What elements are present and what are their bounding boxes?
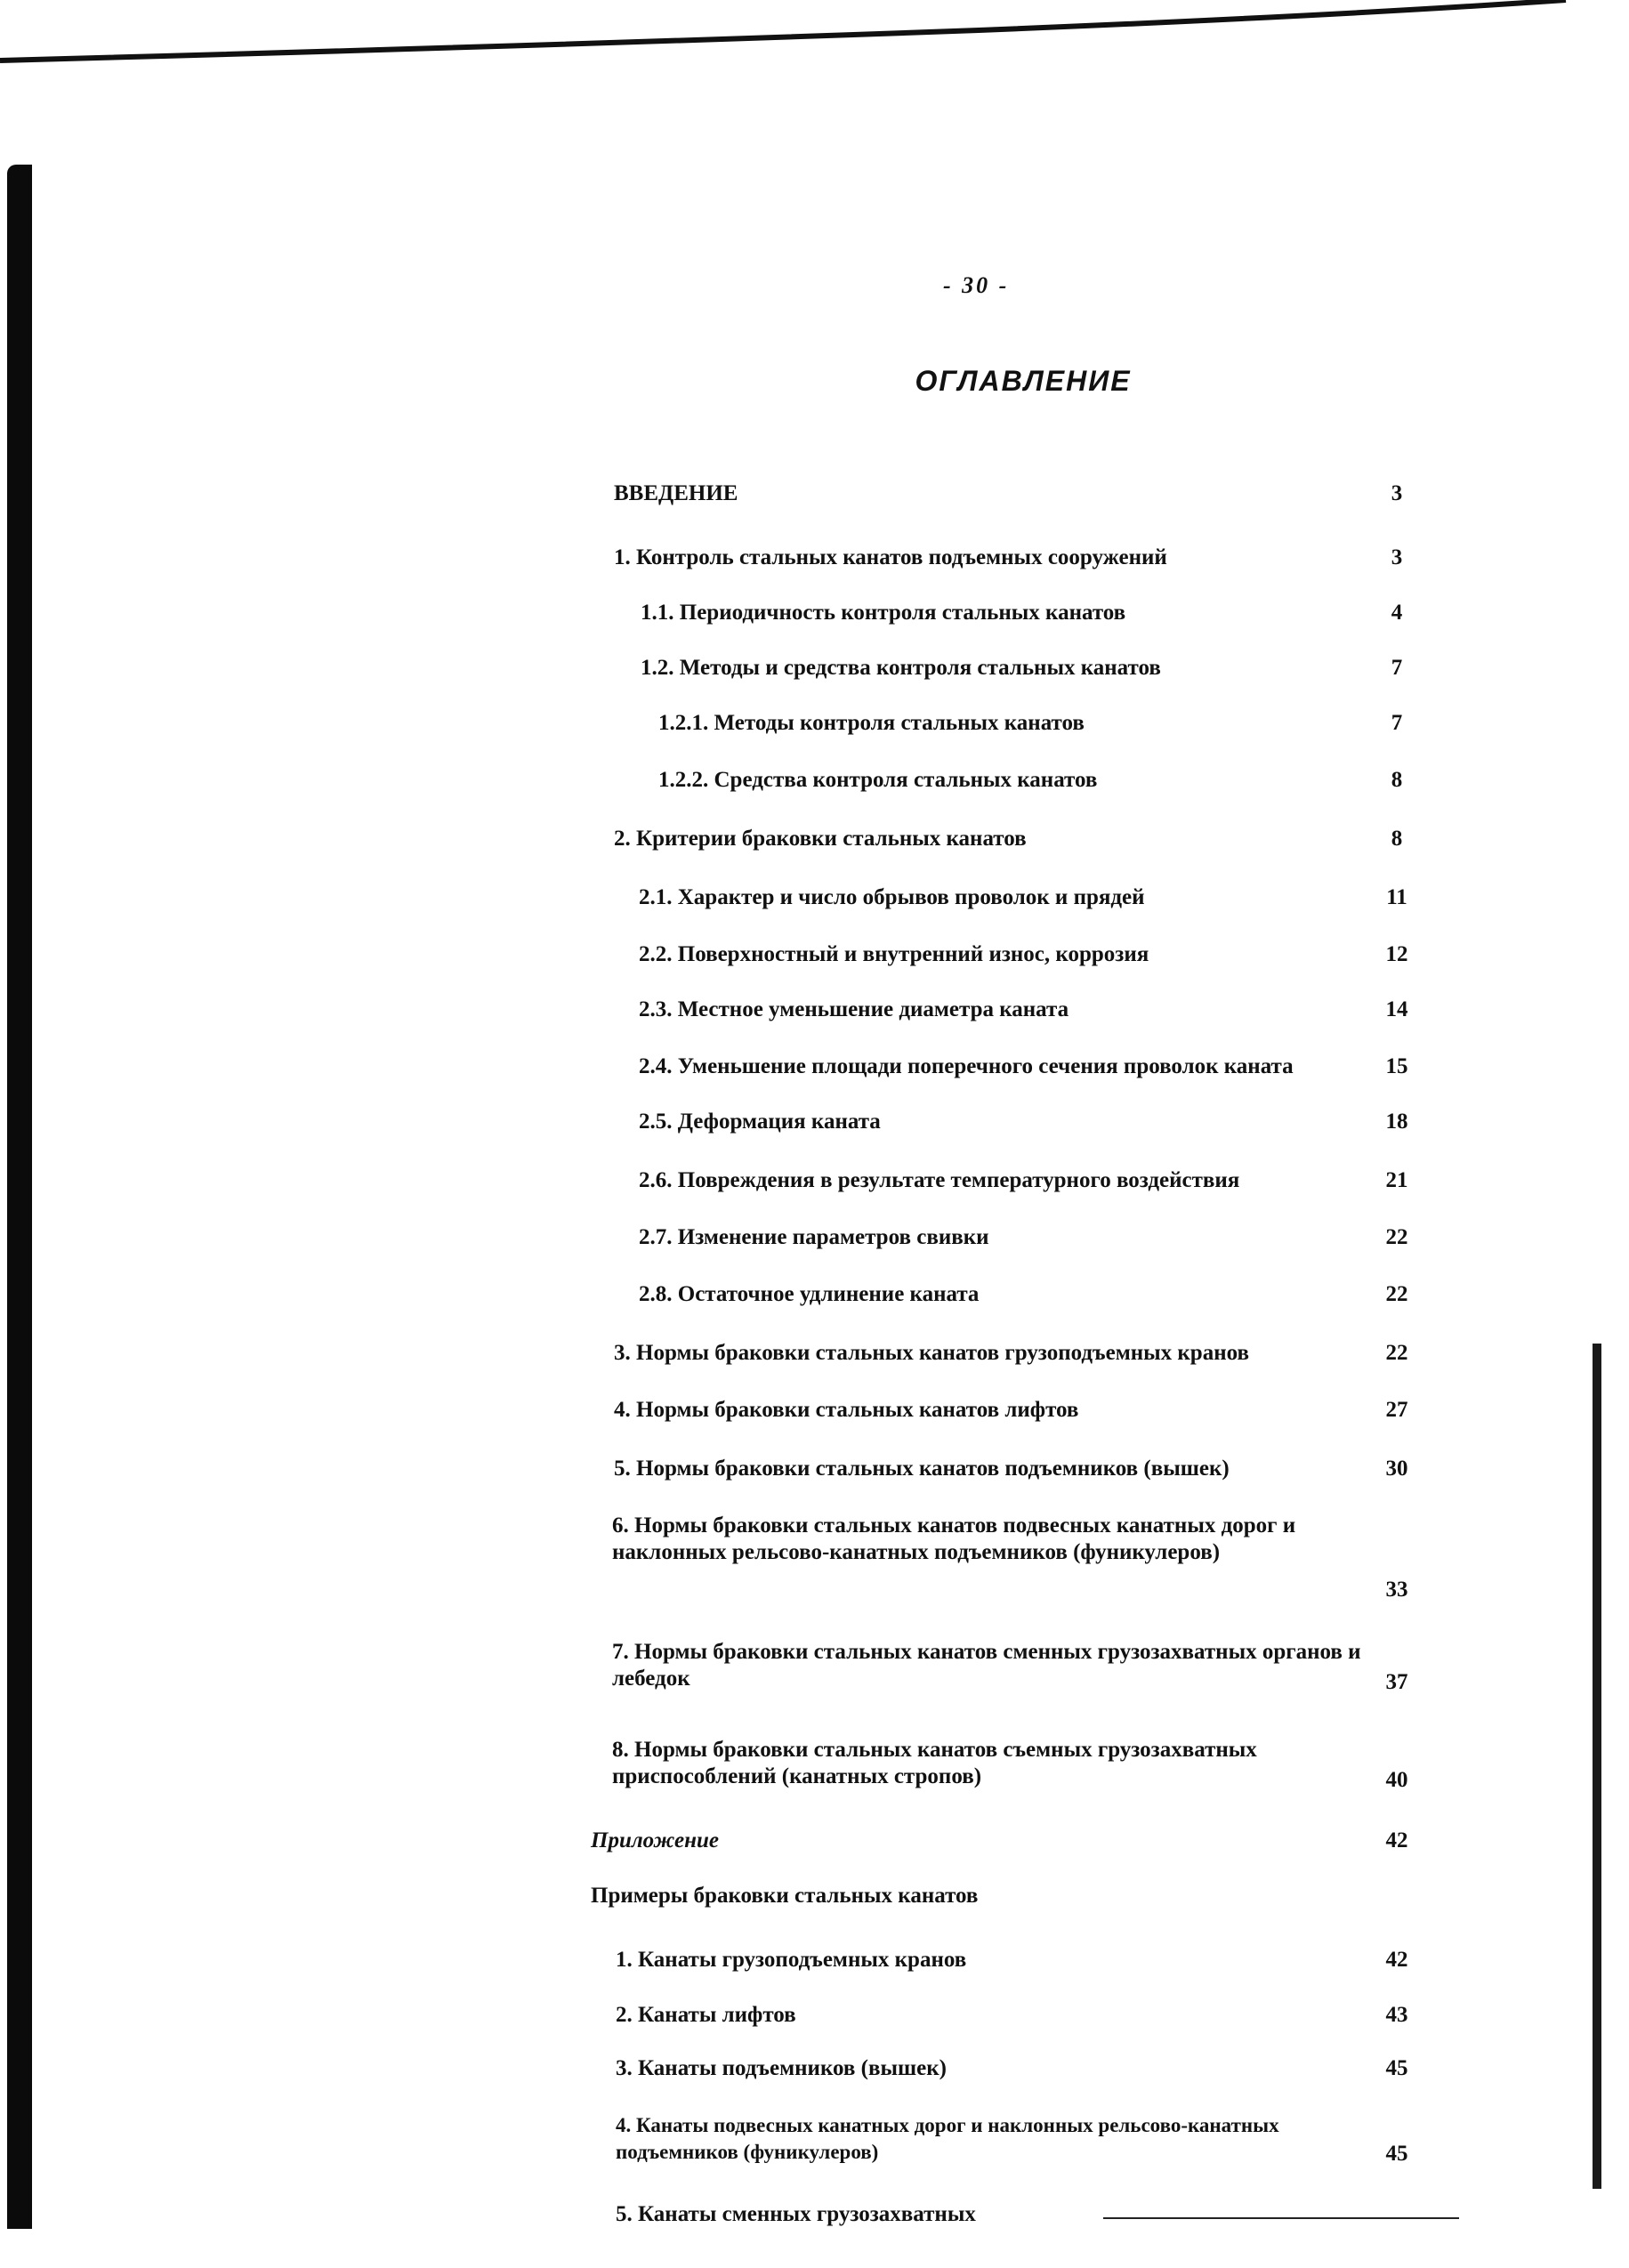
toc-entry-text: 1. Канаты грузоподъемных кранов bbox=[616, 1948, 967, 1972]
toc-entry bbox=[0, 1397, 1629, 1450]
toc-entry bbox=[0, 1456, 1629, 1509]
toc-entry-page: 4 bbox=[1391, 601, 1403, 625]
toc-entry-page: 27 bbox=[1385, 1398, 1408, 1422]
toc-entry bbox=[0, 1828, 1629, 1881]
toc-entry bbox=[0, 1883, 1629, 1936]
toc-entry-text: 2.1. Характер и число обрывов проволок и прядей bbox=[639, 885, 1145, 909]
toc-entry bbox=[0, 545, 1629, 598]
toc-entry bbox=[0, 997, 1629, 1050]
toc-entry-page: 15 bbox=[1385, 1054, 1408, 1078]
toc-entry-page: 3 bbox=[1391, 481, 1403, 505]
toc-entry-page: 8 bbox=[1391, 827, 1403, 851]
toc-entry-text: 7. Нормы браковки стальных канатов сменных грузозахватных органов и лебедок bbox=[612, 1640, 1361, 1691]
toc-entry-text: 2.5. Деформация каната bbox=[639, 1110, 881, 1134]
toc-entry-page: 22 bbox=[1385, 1225, 1408, 1249]
toc-entry-text: ВВЕДЕНИЕ bbox=[614, 481, 738, 505]
toc-entry bbox=[0, 1947, 1629, 2000]
toc-entry-text: 2.8. Остаточное удлинение каната bbox=[639, 1282, 980, 1306]
toc-entry-text: 2.2. Поверхностный и внутренний износ, коррозия bbox=[639, 942, 1149, 966]
toc-entry-page: 7 bbox=[1391, 656, 1403, 680]
toc-entry-page: 42 bbox=[1385, 1948, 1408, 1972]
toc-entry bbox=[0, 655, 1629, 708]
toc-entry-page: 18 bbox=[1385, 1110, 1408, 1134]
toc-entry-page: 43 bbox=[1385, 2003, 1408, 2027]
toc-entry bbox=[0, 1281, 1629, 1335]
toc-entry-text: 2.3. Местное уменьшение диаметра каната bbox=[639, 997, 1069, 1021]
toc-entry-text: 1.2. Методы и средства контроля стальных канатов bbox=[641, 656, 1161, 680]
toc-entry-text: 1.2.1. Методы контроля стальных канатов bbox=[658, 711, 1085, 735]
toc-entry-page: 30 bbox=[1385, 1457, 1408, 1481]
toc-entry-page: 45 bbox=[1385, 2142, 1408, 2166]
toc-entry-text: 5. Канаты сменных грузозахватных bbox=[616, 2202, 976, 2226]
toc-entry bbox=[0, 710, 1629, 763]
toc-entry-page: 42 bbox=[1385, 1828, 1408, 1852]
toc-entry-text: 2. Критерии браковки стальных канатов bbox=[614, 827, 1027, 851]
toc-entry-text: 6. Нормы браковки стальных канатов подвесных канатных дорог и наклонных рельсово-канатных подъемников (фуникулеров) bbox=[612, 1513, 1296, 1564]
toc-entry bbox=[0, 2201, 1629, 2255]
toc-entry-text: 3. Нормы браковки стальных канатов грузоподъемных кранов bbox=[614, 1341, 1249, 1365]
toc-entry-text: 4. Нормы браковки стальных канатов лифтов bbox=[614, 1398, 1079, 1422]
toc-entry-page: 3 bbox=[1391, 545, 1403, 569]
toc-entry bbox=[0, 1109, 1629, 1162]
toc-entry-text: 1. Контроль стальных канатов подъемных сооружений bbox=[614, 545, 1167, 569]
toc-entry-text: 5. Нормы браковки стальных канатов подъемников (вышек) bbox=[614, 1457, 1230, 1481]
toc-entry-page: 22 bbox=[1385, 1282, 1408, 1306]
toc-entry-text: 1.2.2. Средства контроля стальных канатов bbox=[658, 768, 1098, 792]
toc-entry-text: 2.4. Уменьшение площади поперечного сечения проволок каната bbox=[639, 1054, 1294, 1078]
toc-entry bbox=[0, 600, 1629, 653]
toc-entry bbox=[0, 1639, 1629, 1692]
toc-entry bbox=[0, 826, 1629, 879]
toc-entry-page: 33 bbox=[1385, 1578, 1408, 1602]
toc-entry-text: 2.7. Изменение параметров свивки bbox=[639, 1225, 989, 1249]
toc-entry bbox=[0, 2112, 1629, 2166]
toc-entry bbox=[0, 2055, 1629, 2109]
toc-entry-text: Примеры браковки стальных канатов bbox=[591, 1884, 979, 1908]
toc-entry-text: 4. Канаты подвесных канатных дорог и наклонных рельсово-канатных подъемников (фуникулеров) bbox=[616, 2114, 1279, 2163]
toc-entry-page: 11 bbox=[1386, 885, 1407, 909]
toc-entry-text: 3. Канаты подъемников (вышек) bbox=[616, 2056, 947, 2080]
scan-edge-line bbox=[0, 0, 1629, 80]
toc-entry-page: 8 bbox=[1391, 768, 1403, 792]
toc-entry bbox=[0, 1224, 1629, 1278]
toc-entry bbox=[0, 1737, 1629, 1790]
toc-entry-page: 7 bbox=[1391, 711, 1403, 735]
toc-entry-page: 12 bbox=[1385, 942, 1408, 966]
toc-entry bbox=[0, 1167, 1629, 1221]
toc-entry-page: 40 bbox=[1385, 1768, 1408, 1792]
toc-entry bbox=[0, 1513, 1629, 1602]
toc-entry-page: 22 bbox=[1385, 1341, 1408, 1365]
toc-entry-page: 45 bbox=[1385, 2056, 1408, 2080]
toc-entry-text: 2.6. Повреждения в результате температурного воздействия bbox=[639, 1168, 1240, 1192]
toc-entry-text: 1.1. Периодичность контроля стальных канатов bbox=[641, 601, 1126, 625]
toc-entry bbox=[0, 1053, 1629, 1107]
toc-entry bbox=[0, 941, 1629, 995]
toc-entry bbox=[0, 884, 1629, 938]
toc-entry-text: Приложение bbox=[591, 1828, 720, 1852]
toc-entry bbox=[0, 2002, 1629, 2055]
toc-entry bbox=[0, 767, 1629, 820]
toc-entry bbox=[0, 1340, 1629, 1393]
toc-entry-text: 2. Канаты лифтов bbox=[616, 2003, 796, 2027]
toc-entry-page: 37 bbox=[1385, 1670, 1408, 1694]
toc-entry-page: 21 bbox=[1385, 1168, 1408, 1192]
page-number: - 30 - bbox=[943, 272, 1010, 298]
toc-entry-text: 8. Нормы браковки стальных канатов съемных грузозахватных приспособлений (канатных стропов) bbox=[612, 1738, 1257, 1788]
page-title: ОГЛАВЛЕНИЕ bbox=[915, 365, 1132, 397]
toc-entry-page: 14 bbox=[1385, 997, 1408, 1021]
toc-entry bbox=[0, 480, 1629, 534]
